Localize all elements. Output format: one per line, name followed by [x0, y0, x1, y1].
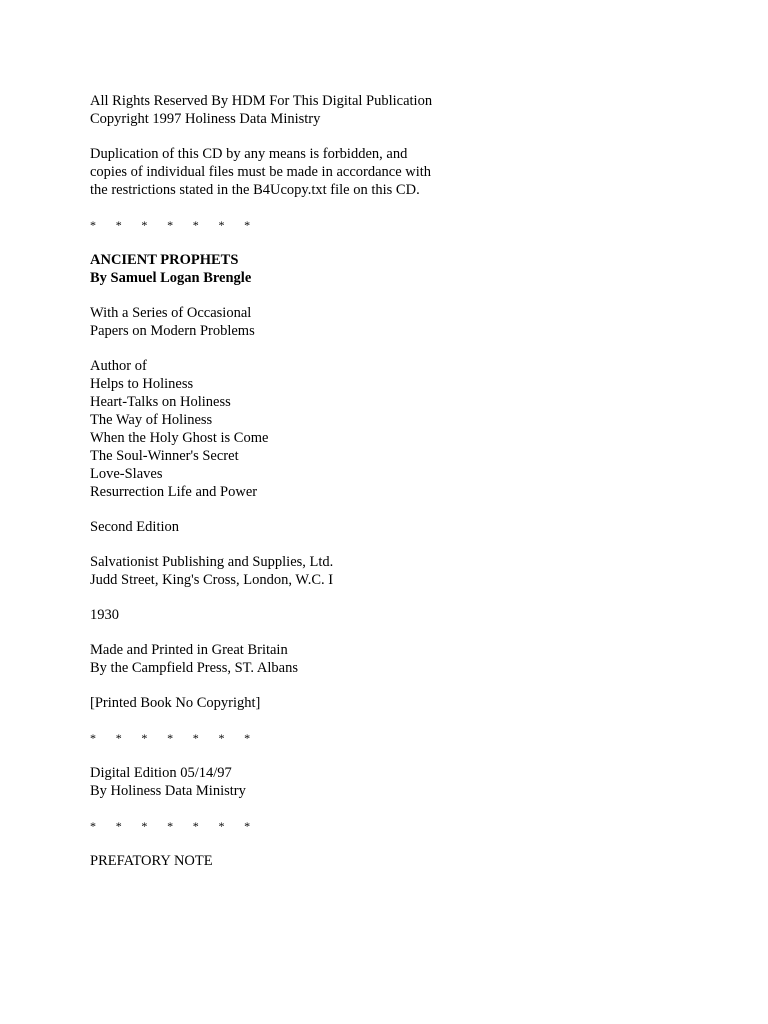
- separator-star: *: [167, 218, 174, 232]
- book-title: ANCIENT PROPHETS: [90, 252, 239, 268]
- separator: [90, 729, 730, 747]
- book-list-item: The Soul-Winner's Secret: [90, 448, 239, 464]
- book-list-item: The Way of Holiness: [90, 412, 213, 428]
- copyright-line: Copyright 1997 Holiness Data Ministry: [90, 111, 321, 127]
- separator-star: *: [218, 218, 225, 232]
- separator-star: *: [141, 218, 148, 232]
- separator-star: *: [244, 819, 251, 833]
- edition-block: [90, 518, 730, 536]
- separator-star: *: [218, 731, 225, 745]
- separator: [90, 216, 730, 234]
- duplication-notice: [90, 145, 730, 199]
- book-list-item: When the Holy Ghost is Come: [90, 430, 269, 446]
- separator-star: *: [90, 819, 96, 833]
- copyright-note-block: [90, 694, 730, 712]
- book-list-item: Heart-Talks on Holiness: [90, 394, 231, 410]
- book-list-item: Resurrection Life and Power: [90, 484, 258, 500]
- publication-year: 1930: [90, 607, 119, 623]
- author-of-heading: Author of: [90, 358, 147, 374]
- separator-star: *: [218, 819, 225, 833]
- book-author: By Samuel Logan Brengle: [90, 270, 252, 286]
- separator-star: *: [141, 819, 148, 833]
- subtitle-line: Papers on Modern Problems: [90, 323, 255, 339]
- duplication-line: the restrictions stated in the B4Ucopy.txt file on this CD.: [90, 182, 420, 198]
- printer-line: By the Campfield Press, ST. Albans: [90, 660, 298, 676]
- printer-line: Made and Printed in Great Britain: [90, 642, 288, 658]
- rights-block: [90, 92, 730, 128]
- document-page: [90, 92, 730, 887]
- printer-block: [90, 641, 730, 677]
- year-block: [90, 606, 730, 624]
- subtitle-line: With a Series of Occasional: [90, 305, 252, 321]
- edition-text: Second Edition: [90, 519, 180, 535]
- digital-edition-date: Digital Edition 05/14/97: [90, 765, 232, 781]
- separator-star: *: [115, 218, 122, 232]
- section-heading: PREFATORY NOTE: [90, 853, 213, 869]
- duplication-line: Duplication of this CD by any means is forbidden, and: [90, 146, 408, 162]
- separator-star: *: [115, 819, 122, 833]
- separator-star: *: [90, 731, 96, 745]
- separator-star: *: [192, 731, 199, 745]
- publisher-block: [90, 553, 730, 589]
- publisher-address: Judd Street, King's Cross, London, W.C. I: [90, 572, 334, 588]
- author-of-block: [90, 357, 730, 501]
- digital-edition-block: [90, 764, 730, 800]
- title-block: [90, 251, 730, 287]
- book-list-item: Helps to Holiness: [90, 376, 194, 392]
- separator-star: *: [167, 819, 174, 833]
- book-list-item: Love-Slaves: [90, 466, 163, 482]
- publisher-name: Salvationist Publishing and Supplies, Ltd.: [90, 554, 334, 570]
- copyright-note: [Printed Book No Copyright]: [90, 695, 261, 711]
- separator-star: *: [244, 218, 251, 232]
- separator-star: *: [141, 731, 148, 745]
- rights-line: All Rights Reserved By HDM For This Digital Publication: [90, 93, 433, 109]
- separator-star: *: [192, 218, 199, 232]
- separator-star: *: [192, 819, 199, 833]
- separator-star: *: [115, 731, 122, 745]
- digital-edition-by: By Holiness Data Ministry: [90, 783, 246, 799]
- subtitle-block: [90, 304, 730, 340]
- separator: [90, 817, 730, 835]
- duplication-line: copies of individual files must be made in accordance with: [90, 164, 432, 180]
- prefatory-block: [90, 852, 730, 870]
- separator-star: *: [244, 731, 251, 745]
- separator-star: *: [90, 218, 96, 232]
- separator-star: *: [167, 731, 174, 745]
